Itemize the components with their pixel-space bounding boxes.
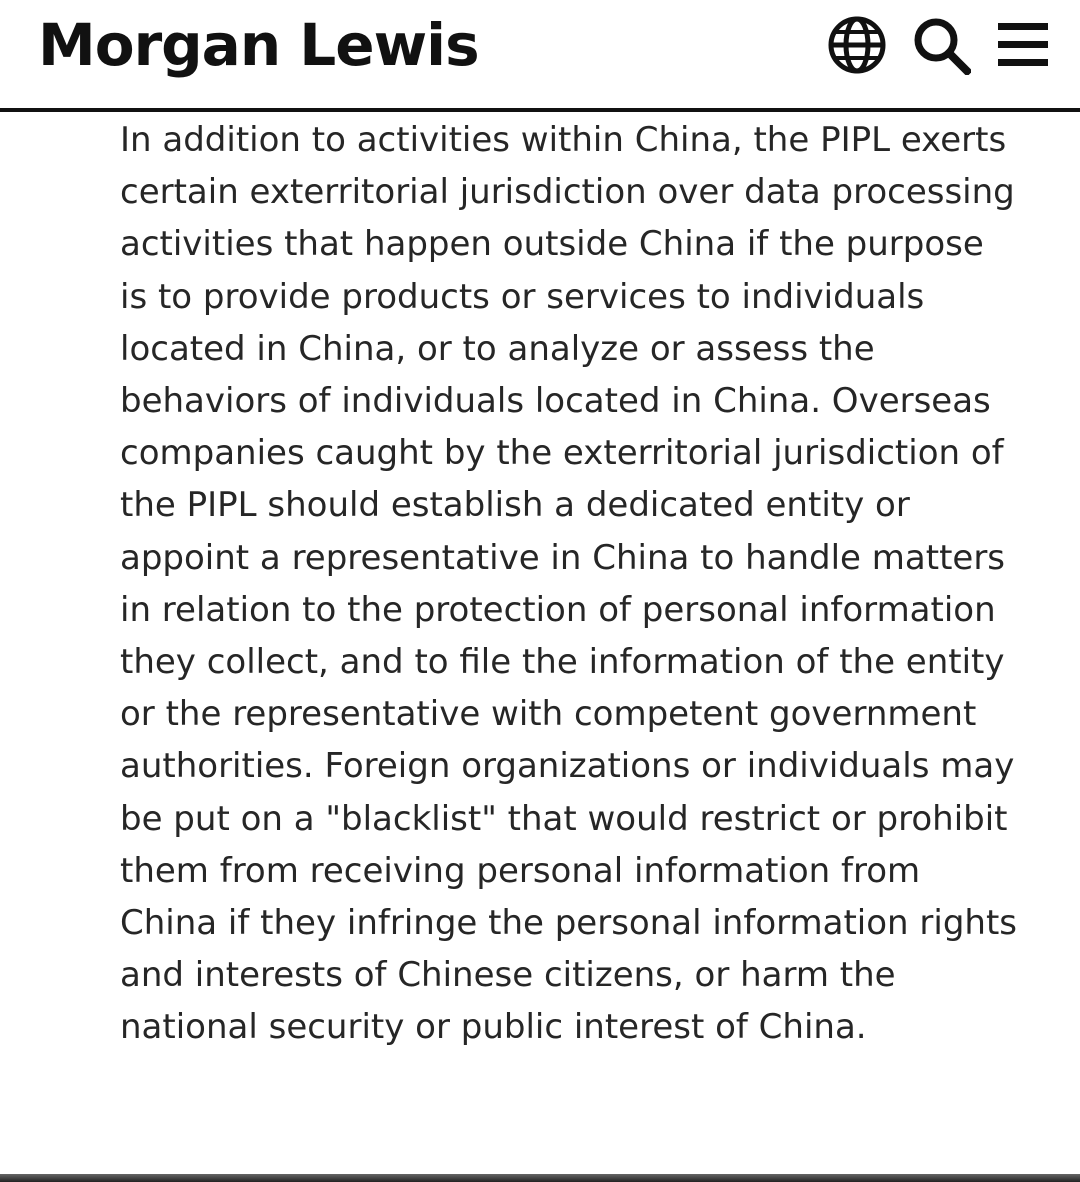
site-header (0, 0, 1080, 112)
language-button[interactable] (826, 14, 888, 76)
search-icon (911, 15, 971, 75)
globe-icon (828, 16, 886, 74)
article-paragraph: In addition to activities within China, the PIPL exerts certain exterritorial jurisdiction over data processing activities that happen outside China if the purpose is to provide products or services to individuals located in China, or to analyze or assess the behaviors of individuals located in China. Overseas companies caught by the exterritorial jurisdiction of the PIPL should establish a dedicated entity or appoint a representative in China to handle matters in relation to the protection of personal information they collect, and to file the information of the entity or the representative with competent government authorities. Foreign organizations or individuals may be put on a "blacklist" that would restrict or prohibit them from receiving personal information from China if they infringe the personal information rights and interests of Chinese citizens, or harm the national security or public interest of China. (120, 120, 1017, 1048)
search-button[interactable] (910, 14, 972, 76)
menu-button[interactable] (992, 14, 1054, 76)
site-logo[interactable]: Morgan Lewis (38, 11, 479, 79)
hamburger-menu-icon (994, 19, 1052, 71)
bottom-edge-divider (0, 1174, 1080, 1182)
